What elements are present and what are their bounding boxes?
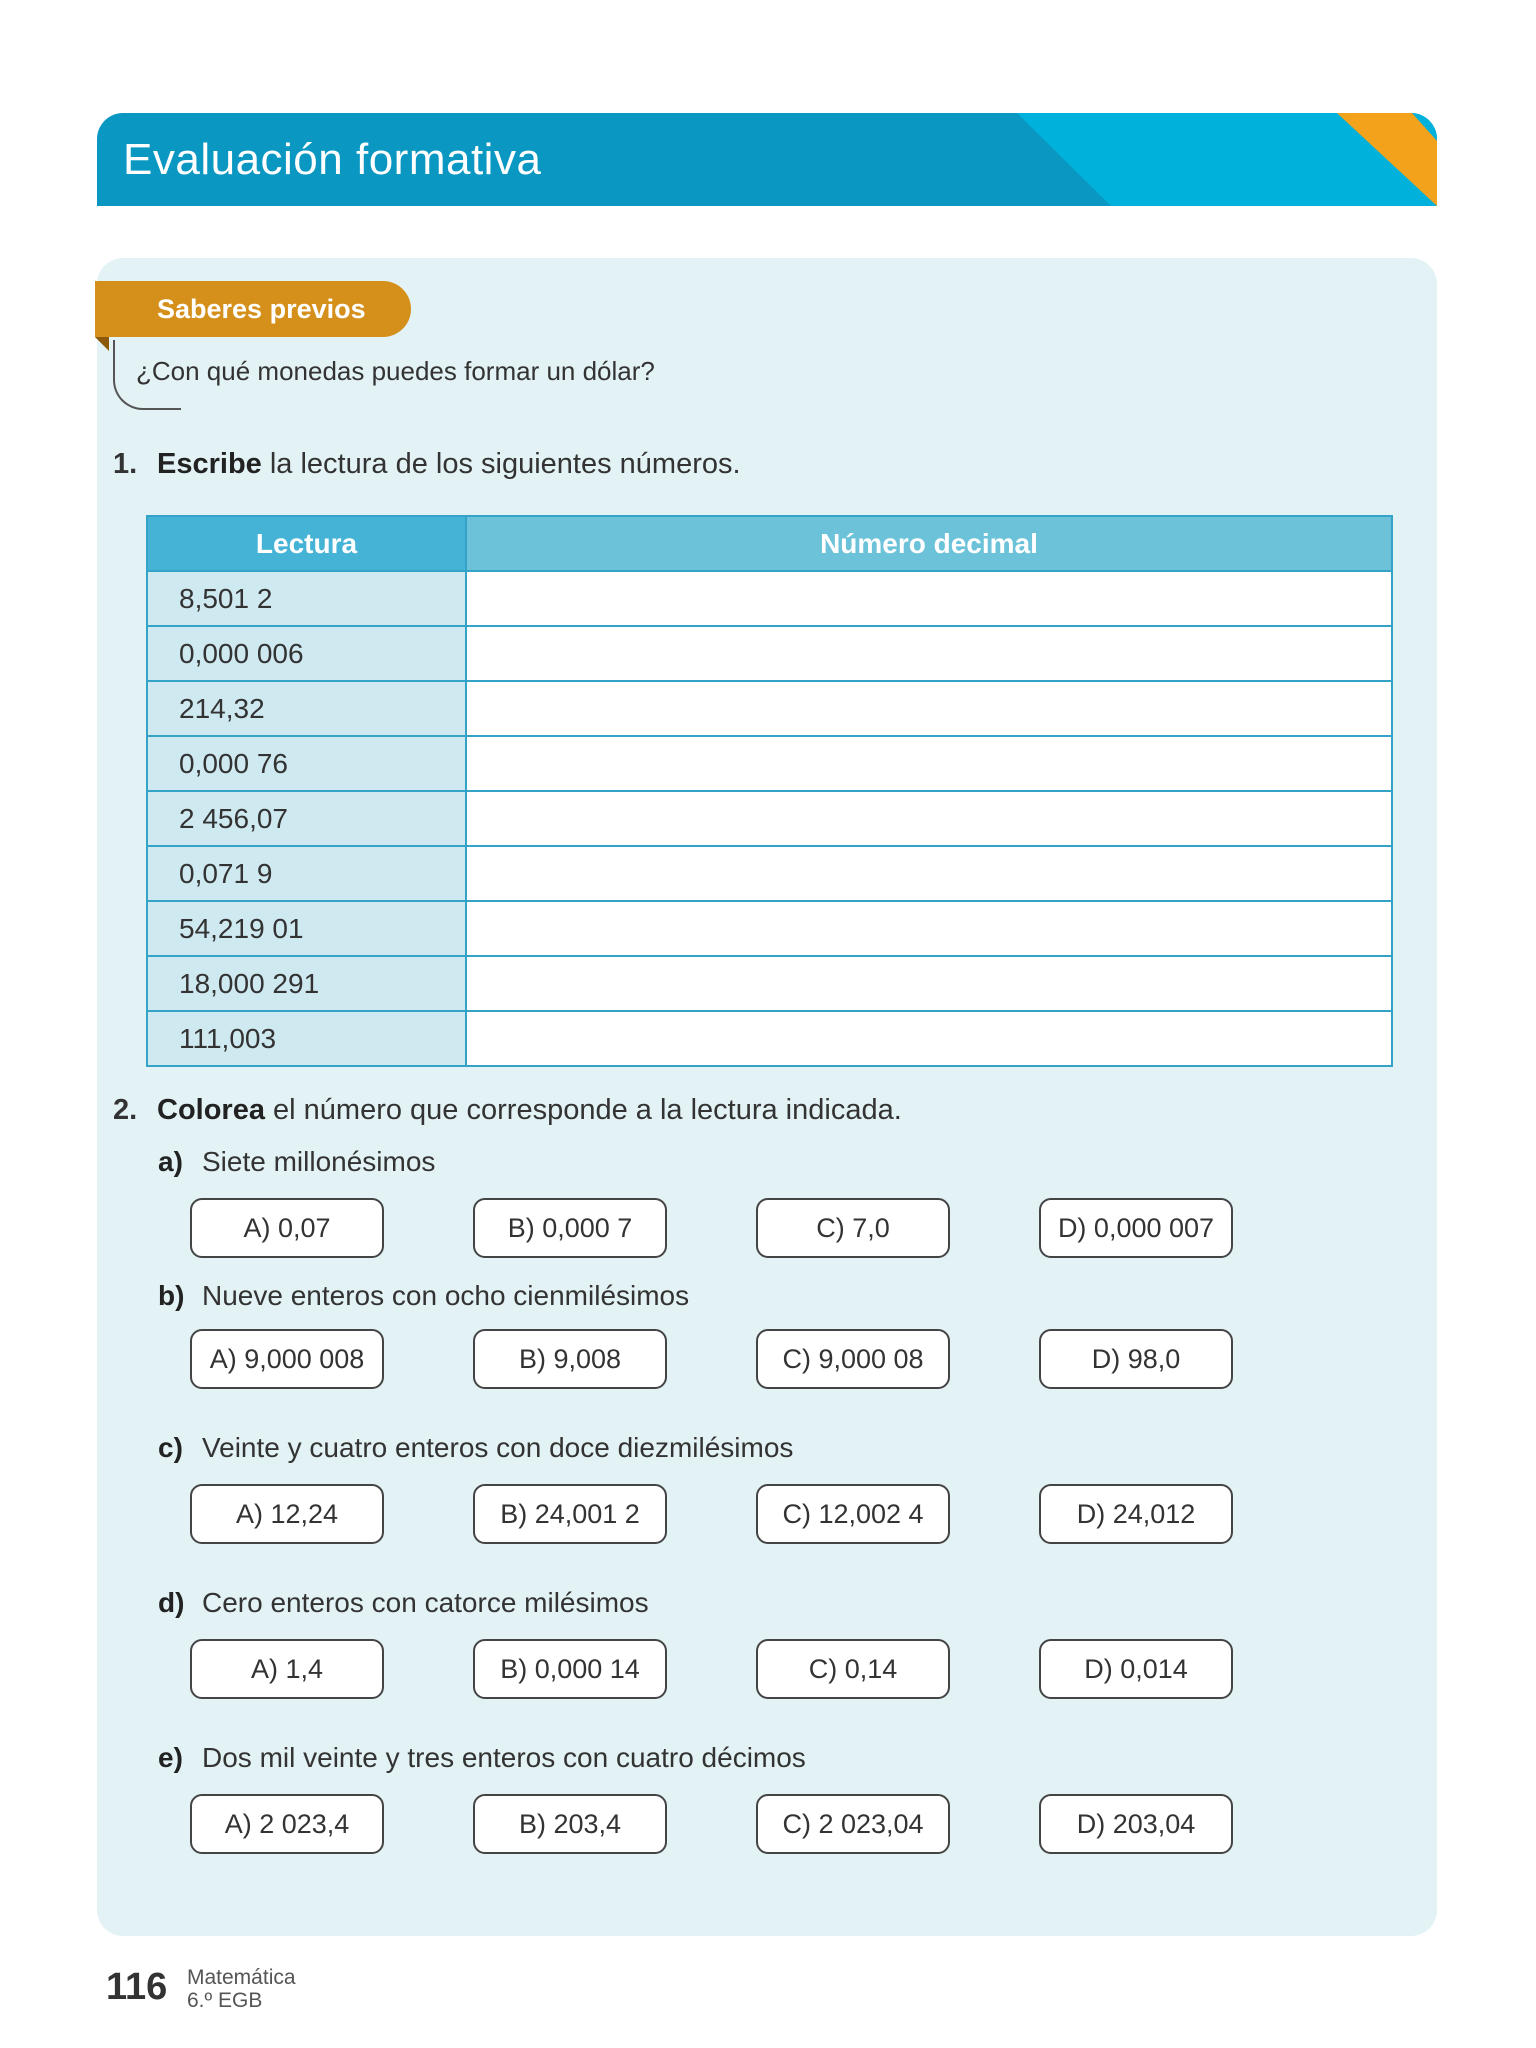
answer-cell[interactable] bbox=[466, 571, 1392, 626]
header-numero-decimal: Número decimal bbox=[466, 516, 1392, 571]
page-number: 116 bbox=[106, 1966, 168, 2008]
exercise-2-number: 2. bbox=[113, 1094, 138, 1126]
option-d-D[interactable]: D) 0,014 bbox=[1039, 1639, 1233, 1699]
table-row bbox=[147, 681, 1392, 736]
table-row bbox=[147, 571, 1392, 626]
option-c-D[interactable]: D) 24,012 bbox=[1039, 1484, 1233, 1544]
answer-cell[interactable] bbox=[466, 846, 1392, 901]
question-text: Veinte y cuatro enteros con doce diezmilésimos bbox=[202, 1432, 794, 1463]
question-letter: e) bbox=[158, 1742, 183, 1773]
lectura-cell: 111,003 bbox=[147, 1011, 466, 1066]
option-b-B[interactable]: B) 9,008 bbox=[473, 1329, 667, 1389]
question-letter: d) bbox=[158, 1587, 185, 1618]
question-text: Dos mil veinte y tres enteros con cuatro décimos bbox=[202, 1742, 806, 1773]
page-title: Evaluación formativa bbox=[123, 135, 542, 184]
question-text: Nueve enteros con ocho cienmilésimos bbox=[202, 1280, 690, 1311]
answer-cell[interactable] bbox=[466, 956, 1392, 1011]
question-e-label bbox=[158, 1742, 806, 1774]
option-b-C[interactable]: C) 9,000 08 bbox=[756, 1329, 950, 1389]
exercise-1-text: la lectura de los siguientes números. bbox=[261, 448, 741, 480]
option-e-D[interactable]: D) 203,04 bbox=[1039, 1794, 1233, 1854]
dua-subtitle: Acción y expresión bbox=[1111, 50, 1359, 80]
answer-cell[interactable] bbox=[466, 736, 1392, 791]
table-row bbox=[147, 901, 1392, 956]
exercise-1-title bbox=[113, 448, 741, 481]
option-a-B[interactable]: B) 0,000 7 bbox=[473, 1198, 667, 1258]
saberes-question: ¿Con qué monedas puedes formar un dólar? bbox=[136, 356, 655, 386]
exercise-2-verb: Colorea bbox=[157, 1094, 265, 1126]
option-c-A[interactable]: A) 12,24 bbox=[190, 1484, 384, 1544]
question-text: Siete millonésimos bbox=[202, 1146, 436, 1177]
option-e-B[interactable]: B) 203,4 bbox=[473, 1794, 667, 1854]
table-row bbox=[147, 956, 1392, 1011]
question-letter: b) bbox=[158, 1280, 185, 1311]
exercise-1-verb: Escribe bbox=[157, 448, 262, 480]
lectura-cell: 2 456,07 bbox=[147, 791, 466, 846]
question-b-label bbox=[158, 1280, 689, 1312]
tag-fold bbox=[95, 337, 109, 351]
table-row bbox=[147, 736, 1392, 791]
table-row bbox=[147, 791, 1392, 846]
option-d-C[interactable]: C) 0,14 bbox=[756, 1639, 950, 1699]
saberes-previos-tag: Saberes previos bbox=[95, 281, 411, 337]
footer-subject-block bbox=[187, 1966, 296, 2012]
answer-cell[interactable] bbox=[466, 791, 1392, 846]
answer-cell[interactable] bbox=[466, 626, 1392, 681]
question-a-label bbox=[158, 1146, 435, 1178]
question-letter: a) bbox=[158, 1146, 183, 1177]
table-row bbox=[147, 846, 1392, 901]
lectura-cell: 0,071 9 bbox=[147, 846, 466, 901]
footer-grade: 6.º EGB bbox=[187, 1989, 263, 2012]
option-c-B[interactable]: B) 24,001 2 bbox=[473, 1484, 667, 1544]
answer-cell[interactable] bbox=[466, 681, 1392, 736]
answer-cell[interactable] bbox=[466, 901, 1392, 956]
option-a-A[interactable]: A) 0,07 bbox=[190, 1198, 384, 1258]
lectura-cell: 18,000 291 bbox=[147, 956, 466, 1011]
option-c-C[interactable]: C) 12,002 4 bbox=[756, 1484, 950, 1544]
question-d-label bbox=[158, 1587, 649, 1619]
dua-title: DUA bbox=[1201, 11, 1269, 46]
question-letter: c) bbox=[158, 1432, 183, 1463]
table-row bbox=[147, 1011, 1392, 1066]
option-b-D[interactable]: D) 98,0 bbox=[1039, 1329, 1233, 1389]
lectura-cell: 0,000 76 bbox=[147, 736, 466, 791]
exercise-2-text: el número que corresponde a la lectura indicada. bbox=[264, 1094, 902, 1126]
lectura-cell: 8,501 2 bbox=[147, 571, 466, 626]
option-a-C[interactable]: C) 7,0 bbox=[756, 1198, 950, 1258]
exercise-1-number: 1. bbox=[113, 448, 138, 480]
table-row bbox=[147, 626, 1392, 681]
header-lectura: Lectura bbox=[147, 516, 466, 571]
option-b-A[interactable]: A) 9,000 008 bbox=[190, 1329, 384, 1389]
option-d-A[interactable]: A) 1,4 bbox=[190, 1639, 384, 1699]
question-c-label bbox=[158, 1432, 793, 1464]
table-header-row bbox=[147, 516, 1392, 571]
lectura-cell: 54,219 01 bbox=[147, 901, 466, 956]
question-text: Cero enteros con catorce milésimos bbox=[202, 1587, 649, 1618]
lectura-cell: 214,32 bbox=[147, 681, 466, 736]
lectura-cell: 0,000 006 bbox=[147, 626, 466, 681]
footer-subject: Matemática bbox=[187, 1966, 296, 1989]
lectura-table bbox=[146, 515, 1393, 1067]
option-e-A[interactable]: A) 2 023,4 bbox=[190, 1794, 384, 1854]
answer-cell[interactable] bbox=[466, 1011, 1392, 1066]
exercise-2-title bbox=[113, 1094, 902, 1127]
header-banner bbox=[97, 113, 1437, 206]
option-e-C[interactable]: C) 2 023,04 bbox=[756, 1794, 950, 1854]
option-d-B[interactable]: B) 0,000 14 bbox=[473, 1639, 667, 1699]
option-a-D[interactable]: D) 0,000 007 bbox=[1039, 1198, 1233, 1258]
